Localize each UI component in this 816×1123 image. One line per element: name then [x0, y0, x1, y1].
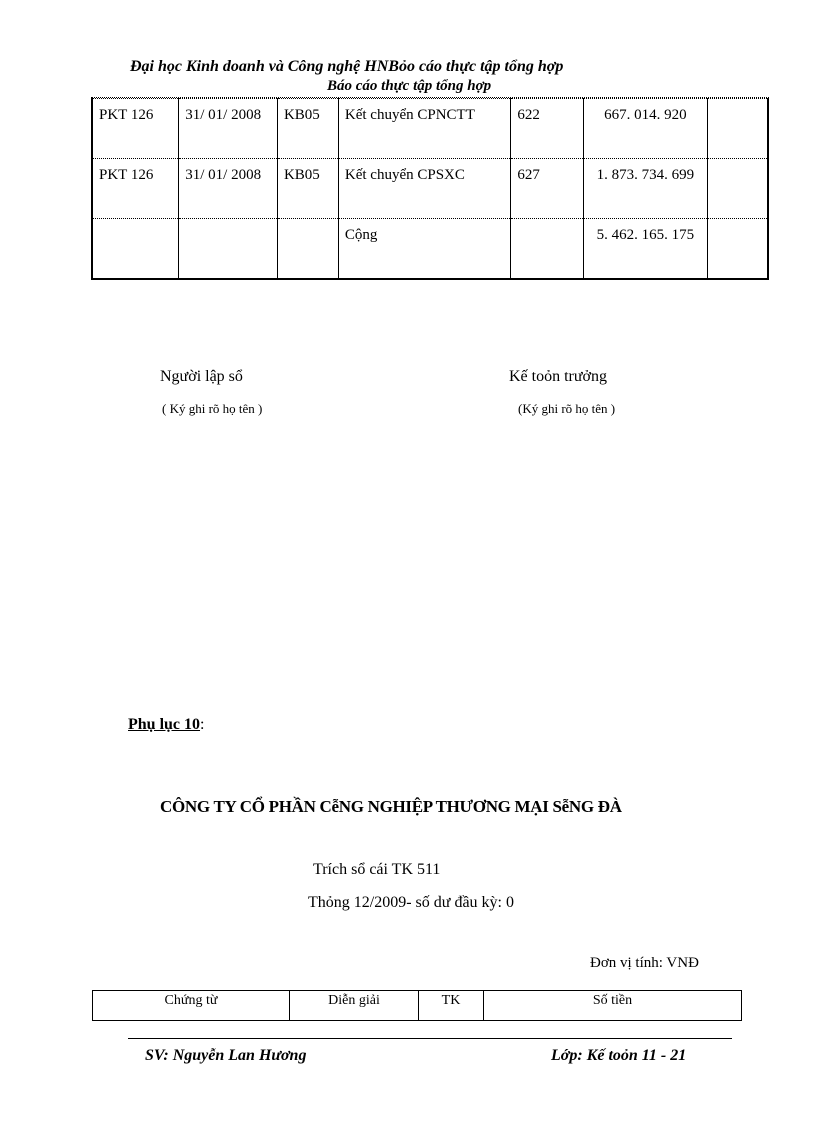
header-amount: Số tiền — [484, 991, 742, 1021]
cell-account: 622 — [511, 99, 584, 159]
header-description: Diễn giải — [290, 991, 419, 1021]
preparer-sign-note: ( Ký ghi rõ họ tên ) — [162, 401, 263, 416]
ledger-period: Thỏng 12/2009- số dư đầu kỳ: 0 — [308, 894, 514, 911]
table-row — [92, 159, 768, 219]
cell-description: Cộng — [338, 219, 510, 280]
table-row — [92, 219, 768, 280]
cell-code — [277, 219, 338, 280]
appendix-label: Phụ lục 10 — [128, 716, 201, 733]
chief-accountant-title: Kế toỏn trưởng — [509, 368, 608, 385]
header-account: TK — [419, 991, 484, 1021]
header-line2: Báo cáo thực tập tổng hợp — [327, 78, 492, 94]
cell-extra — [707, 219, 768, 280]
chief-accountant-sign-note: (Ký ghi rõ họ tên ) — [518, 401, 616, 416]
cell-voucher-no — [92, 219, 179, 280]
header-voucher: Chứng từ — [93, 991, 290, 1021]
cell-date: 31/ 01/ 2008 — [179, 99, 278, 159]
cell-description: Kết chuyển CPSXC — [338, 159, 510, 219]
cell-amount: 1. 873. 734. 699 — [584, 159, 708, 219]
cell-account — [511, 219, 584, 280]
table-header-row — [93, 991, 742, 1021]
appendix-colon: : — [200, 716, 205, 733]
footer-student: SV: Nguyễn Lan Hương — [145, 1047, 307, 1064]
company-name: CÔNG TY CỔ PHẦN CễNG NGHIỆP THƯƠNG MẠI SễNG ĐÀ — [160, 797, 622, 816]
cell-code: KB05 — [277, 159, 338, 219]
cell-code: KB05 — [277, 99, 338, 159]
cell-amount: 5. 462. 165. 175 — [584, 219, 708, 280]
cell-extra — [707, 99, 768, 159]
table-row — [92, 99, 768, 159]
cell-voucher-no: PKT 126 — [92, 99, 179, 159]
ledger-table-tk511 — [92, 990, 742, 1021]
cell-account: 627 — [511, 159, 584, 219]
footer-rule — [128, 1038, 732, 1039]
cell-amount: 667. 014. 920 — [584, 99, 708, 159]
cell-date — [179, 219, 278, 280]
ledger-table-continued — [91, 98, 769, 280]
cell-voucher-no: PKT 126 — [92, 159, 179, 219]
cell-extra — [707, 159, 768, 219]
footer-class: Lớp: Kế toỏn 11 - 21 — [551, 1047, 687, 1064]
currency-unit: Đơn vị tính: VNĐ — [590, 955, 699, 971]
header-line1: Đại học Kinh doanh và Công nghệ HNBỏo cáo thực tập tổng hợp — [130, 58, 564, 75]
cell-description: Kết chuyển CPNCTT — [338, 99, 510, 159]
appendix-heading — [128, 716, 204, 734]
ledger-title: Trích sổ cái TK 511 — [313, 861, 441, 878]
preparer-title: Người lập sổ — [160, 368, 243, 385]
cell-date: 31/ 01/ 2008 — [179, 159, 278, 219]
